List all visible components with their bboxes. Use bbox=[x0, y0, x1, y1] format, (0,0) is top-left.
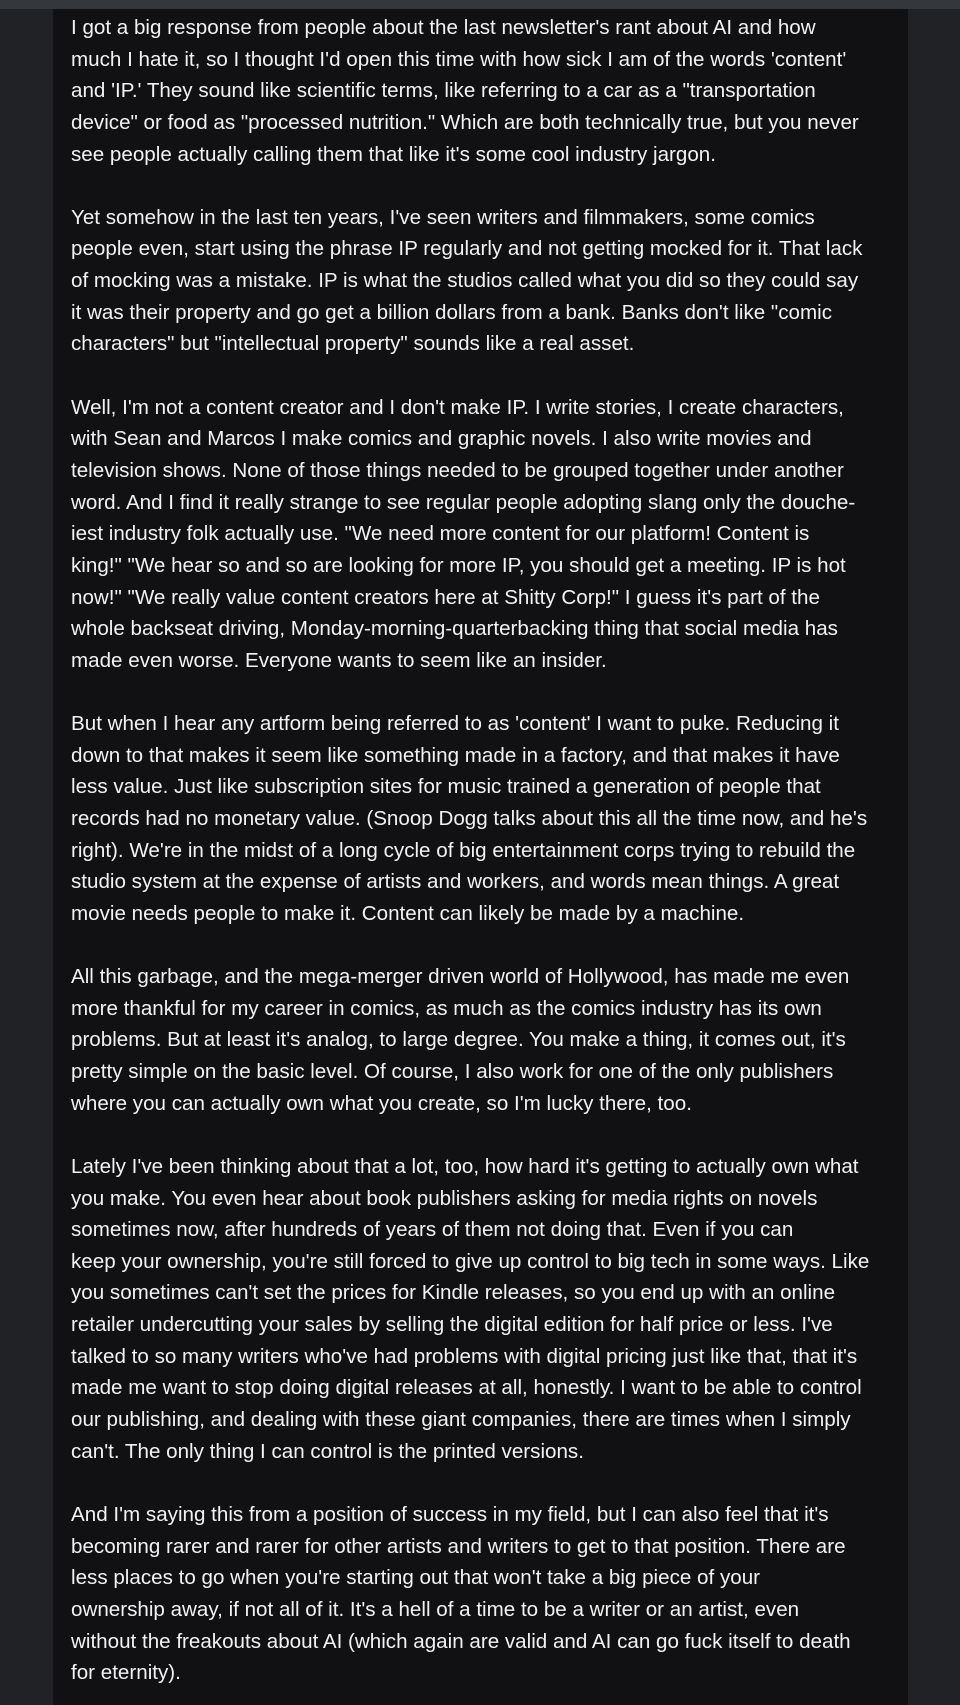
paragraph-2: Yet somehow in the last ten years, I've seen writers and filmmakers, some comics people even, start using the phrase IP regularly and not getting mocked for it. That lack of mocking was a mistake. IP is what the studios called what you did so they could say it was their property and go get a billion dollars from a bank. Banks don't like "comic characters" but "intellectual property" sounds like a real asset. bbox=[71, 205, 863, 356]
top-bar bbox=[0, 0, 960, 9]
paragraph-5: All this garbage, and the mega-merger driven world of Hollywood, has made me even more thankful for my career in comics, as much as the comics industry has its own problems. But at least it's analog, to large degree. You make a thing, it comes out, it's pretty simple on the basic level. Of course, I also work for one of the only publishers where you can actually own what you create, so I'm lucky there, too. bbox=[71, 965, 850, 1115]
paragraph-3: Well, I'm not a content creator and I don't make IP. I write stories, I create characters, with Sean and Marcos I make comics and graphic novels. I also write movies and television shows. None of those things needed to be grouped together under another word. And I find it really strange to see regular people adopting slang only the douche- iest industry folk actually use. "We need more content for our platform! Content is king!" "We hear so and so are looking for more IP, you should get a meeting. IP is hot now!" "We really value content creators here at Shitty Corp!" I guess it's part of the whole backseat driving, Monday-morning-quarterbacking thing that social media has made even worse. Everyone wants to seem like an insider. bbox=[71, 395, 856, 672]
paragraph-6: Lately I've been thinking about that a lot, too, how hard it's getting to actually own what you make. You even hear about book publishers asking for media rights on novels sometimes now, after hundreds of years of them not doing that. Even if you can keep your ownership, you're still forced to give up control to big tech in some ways. Like you sometimes can't set the prices for Kindle releases, so you end up with an online retailer undercutting your sales by selling the digital edition for half price or less. I've talked to so many writers who've had problems with digital pricing just like that, that it's made me want to stop doing digital releases at all, honestly. I want to be able to control our publishing, and dealing with these giant companies, there are times when I simply can't. The only thing I can control is the printed versions. bbox=[71, 1154, 870, 1463]
paragraph-7: And I'm saying this from a position of success in my field, but I can also feel that it's becoming rarer and rarer for other artists and writers to get to that position. There are less places to go when you're starting out that won't take a big piece of your ownership away, if not all of it. It's a hell of a time to be a writer or an artist, even without the freakouts about AI (which again are valid and AI can go fuck itself to death for eternity). bbox=[71, 1502, 851, 1685]
paragraph-4: But when I hear any artform being referred to as 'content' I want to puke. Reducing it down to that makes it seem like something made in a factory, and that makes it have less value. Just like subscription sites for music trained a generation of people that records had no monetary value. (Snoop Dogg talks about this all the time now, and he's right). We're in the midst of a long cycle of big entertainment corps trying to rebuild the studio system at the expense of artists and workers, and words mean things. A great movie needs people to make it. Content can likely be made by a machine. bbox=[71, 711, 868, 925]
newsletter-body bbox=[53, 9, 908, 1705]
paragraph-1: I got a big response from people about the last newsletter's rant about AI and how much I hate it, so I thought I'd open this time with how sick I am of the words 'content' and 'IP.' They sound like scientific terms, like referring to a car as a "transportation device" or food as "processed nutrition." Which are both technically true, but you never see people actually calling them that like it's some cool industry jargon. bbox=[71, 16, 859, 166]
